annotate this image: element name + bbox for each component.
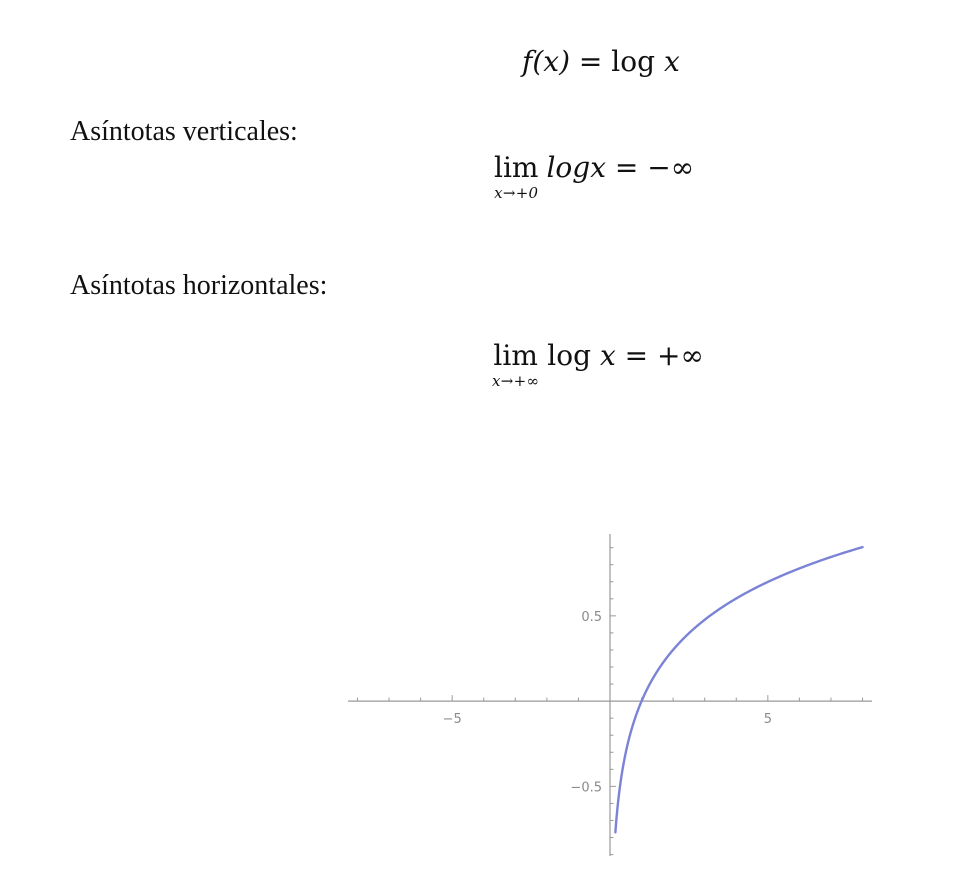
horizontal-lim-word: lim <box>493 339 538 372</box>
y-tick-label: 0.5 <box>581 609 602 625</box>
horizontal-lim-rest: x = +∞ <box>599 339 704 372</box>
formula-arg: (x) <box>532 45 571 78</box>
x-tick-label: 5 <box>763 712 772 728</box>
vertical-lim-word: lim <box>494 151 539 184</box>
horizontal-lim-subscript: x→+∞ <box>492 372 540 390</box>
horizontal-asymptotes-heading: Asíntotas horizontales: <box>70 270 328 301</box>
vertical-asymptotes-heading: Asíntotas verticales: <box>70 116 298 147</box>
log-curve <box>615 547 862 832</box>
formula-equals: = <box>578 45 603 78</box>
formula-log: log <box>611 45 656 78</box>
vertical-lim-subscript: x→+0 <box>494 184 539 202</box>
formula-f: f <box>522 45 533 78</box>
vertical-lim-expression: logx = −∞ <box>546 151 695 184</box>
formula-x: x <box>663 45 680 78</box>
y-tick-label: −0.5 <box>570 780 602 796</box>
x-tick-label: −5 <box>442 712 462 728</box>
horizontal-lim-log: log <box>547 339 592 372</box>
